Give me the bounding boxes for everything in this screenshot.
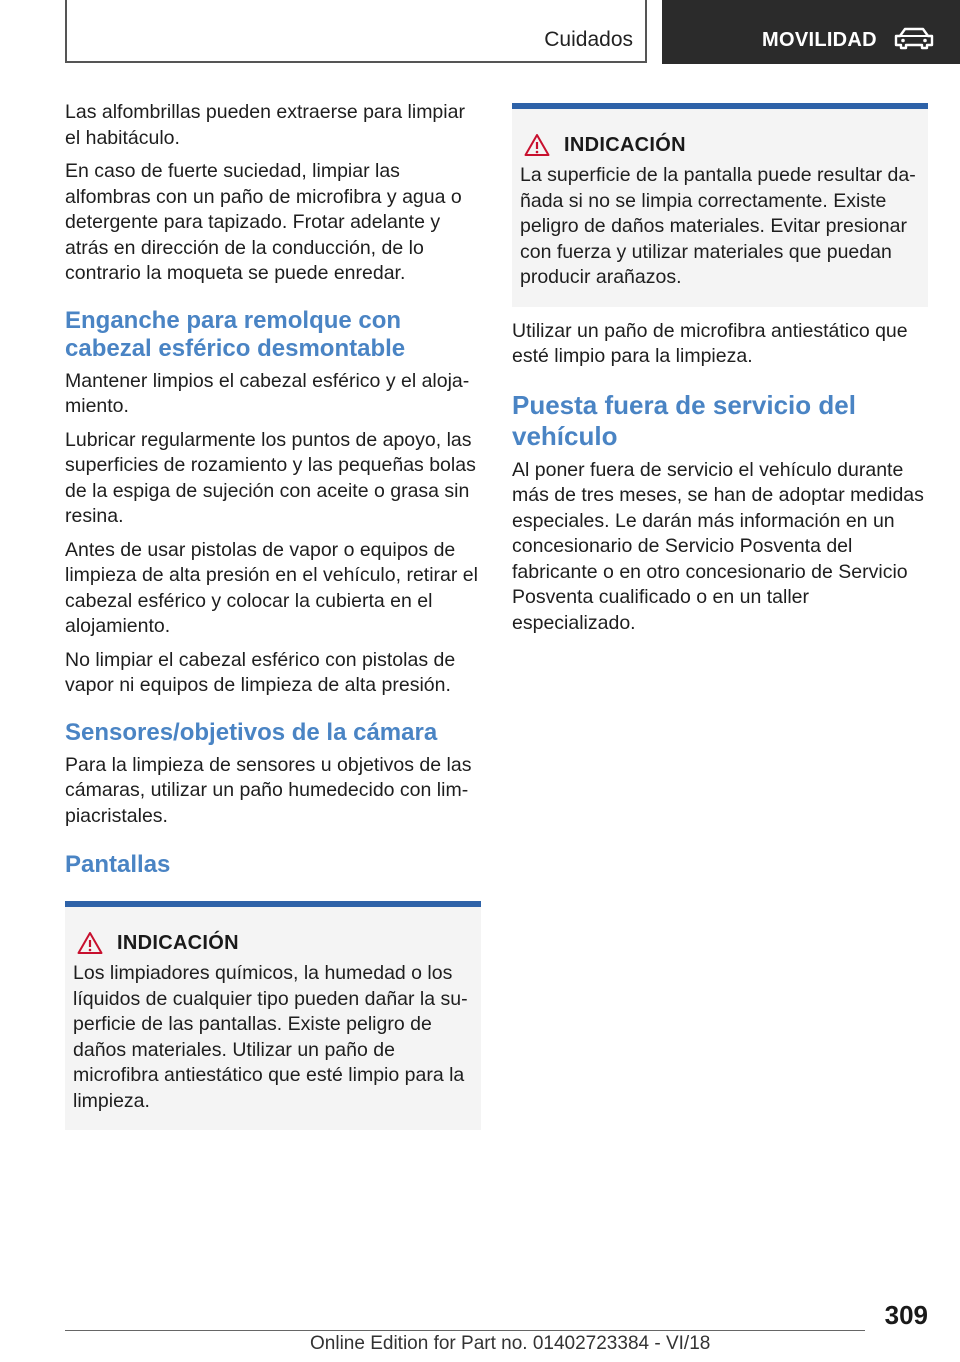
paragraph: Lubricar regularmente los puntos de apoyo, las superficies de rozamiento y las pequeñas bolas de la espiga de sujeción con aceite o grasa sin resina. (65, 428, 476, 527)
paragraph: Antes de usar pistolas de vapor o equipos de limpieza de alta presión en el vehículo, retirar el cabezal esférico y colocar la cubierta en el alojamiento. (65, 538, 478, 637)
paragraph: Mantener limpios el cabezal esférico y el alojamiento. (65, 369, 470, 417)
paragraph: No limpiar el cabezal esférico con pistolas de vapor ni equipos de limpieza de alta presión. (65, 648, 456, 696)
footer-divider (65, 1330, 865, 1331)
paragraph: Al poner fuera de servicio el vehículo durante más de tres meses, se han de adoptar medidas especiales. Le darán más información en un concesionario de Servicio Posventa del fabricante o en otro concesionario de Servicio Posventa cualificado o en un taller especializado. (512, 458, 924, 634)
notice-text: Los limpiadores químicos, la humedad o los líquidos de cualquier tipo pueden dañar la superficie de las pantallas. Existe peligro de daños materiales. Utilizar un paño de microfibra antiestático que esté limpio para la limpieza. (73, 962, 468, 1112)
car-icon (892, 26, 936, 50)
notice-title: INDICACIÓN (117, 931, 239, 954)
notice-title: INDICACIÓN (564, 133, 686, 156)
warning-icon (524, 133, 550, 157)
notice-header (520, 133, 920, 157)
notice-text: La superficie de la pantalla puede resultar dañada si no se limpia correctamente. Existe peligro de daños materiales. Evitar presionar con fuerza y utilizar materiales que puedan producir arañazos. (520, 164, 916, 288)
page-number: 309 (884, 1300, 928, 1330)
paragraph: Las alfombrillas pueden extraerse para limpiar el habitáculo. (65, 101, 465, 149)
heading-pantallas: Pantallas (65, 851, 171, 878)
warning-icon (77, 931, 103, 955)
header-chapter-label: MOVILIDAD (762, 29, 877, 51)
heading-enganche: Enganche para remolque con cabezal esférico desmontable (65, 306, 406, 362)
header-section-box (65, 0, 647, 63)
paragraph: En caso de fuerte suciedad, limpiar las alfombras con un paño de microfibra y agua o detergente para tapizado. Frotar adelante y atrás en dirección de la conducción, de lo contrario la moqueta se puede enredar. (65, 160, 462, 284)
paragraph: Utilizar un paño de microfibra antiestático que esté limpio para la limpieza. (512, 319, 908, 367)
right-column (512, 103, 928, 644)
left-column (65, 100, 481, 1130)
notice-box (512, 103, 928, 307)
heading-puesta-fuera: Puesta fuera de servicio del vehículo (512, 389, 856, 451)
header-chapter-tab[interactable] (662, 0, 960, 64)
header-section-title: Cuidados (544, 28, 633, 51)
footer-edition: Online Edition for Part no. 01402723384 - VI/18 (310, 1333, 711, 1354)
heading-sensores: Sensores/objetivos de la cámara (65, 718, 438, 746)
paragraph: Para la limpieza de sensores u objetivos de las cámaras, utilizar un paño humedecido con limpiacristales. (65, 753, 472, 827)
notice-header (73, 931, 473, 955)
notice-box (65, 901, 481, 1130)
